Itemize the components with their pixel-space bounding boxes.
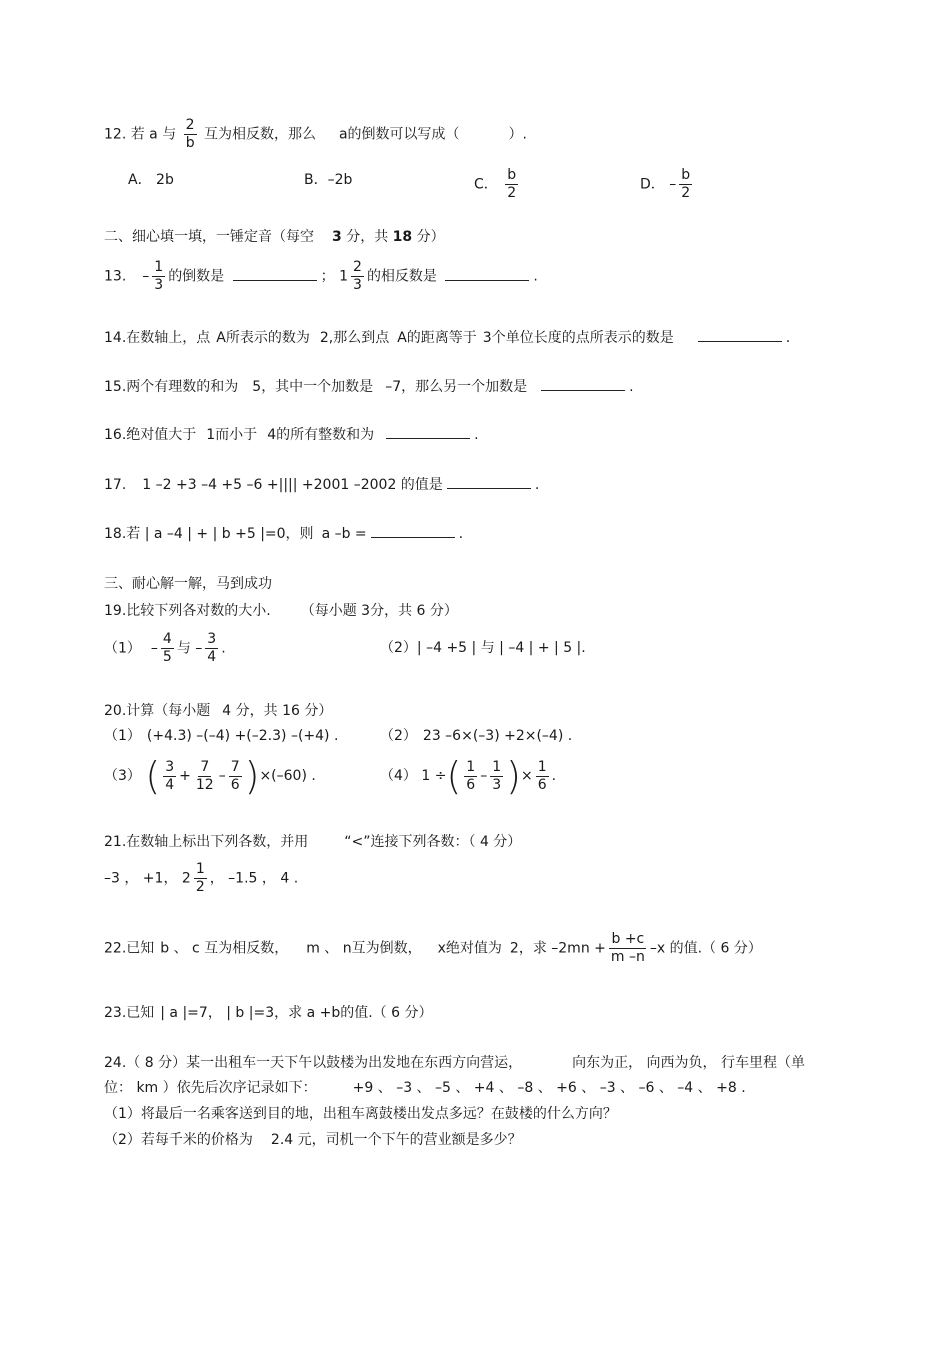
section-2-heading: 二、细心填一填，一锤定音（每空 3 分，共 18 分）	[104, 229, 445, 245]
q12-text: ）.	[508, 126, 527, 143]
q24-line-1: 24.（ 8 分）某一出租车一天下午以鼓楼为出发地在东西方向营运， 向东为正， 向西为负， 行车里程（单	[104, 1055, 805, 1071]
answer-blank[interactable]	[386, 426, 470, 439]
q12-text: 若	[130, 126, 145, 143]
answer-blank[interactable]	[371, 525, 455, 538]
q20-part-3: （3） ( $\frac{3}{4}$ + $\frac{7}{12}$ – $\frac{7}{6}$ )×(–60) .	[104, 754, 316, 798]
q17: 17. 1 –2 +3 –4 +5 –6 +|||| +2001 –2002 的值是 .	[104, 477, 540, 493]
q12-option-b: B．–2b	[304, 172, 353, 188]
q14: 14.在数轴上，点 A所表示的数为 2,那么到点 A的距离等于 3个单位长度的点所表示的数是 .	[104, 330, 791, 346]
q12-option-d: D． – $\frac{b}{2}$	[640, 167, 691, 201]
q21-heading: 21.在数轴上标出下列各数，并用 “<”连接下列各数：（ 4 分）	[104, 834, 522, 850]
answer-blank[interactable]	[447, 476, 531, 489]
answer-blank[interactable]	[698, 329, 782, 342]
q21-numbers: –3 ， +1， 2 $\frac{1}{2}$ ， –1.5 ， 4 .	[104, 861, 299, 895]
q19-part-1: （1） – $\frac{4}{5}$ 与 – $\frac{3}{4}$ .	[104, 631, 226, 665]
q12-text: a的倒数可以写成（	[338, 126, 460, 143]
q24-part-2: （2）若每千米的价格为 2.4 元，司机一个下午的营业额是多少？	[104, 1132, 522, 1148]
q12-option-a: A． 2b	[128, 172, 174, 188]
q16: 16.绝对值大于 1而小于 4的所有整数和为 .	[104, 427, 479, 443]
q12-fraction: $\frac{2}{b}$	[185, 117, 195, 151]
answer-blank[interactable]	[233, 268, 317, 281]
q12-var: a	[149, 126, 158, 143]
answer-blank[interactable]	[541, 378, 625, 391]
q20-heading: 20.计算（每小题 4 分，共 16 分）	[104, 703, 333, 719]
q12-text: 互为相反数，那么	[204, 126, 317, 143]
q20-part-1: （1） (+4.3) –(–4) +(–2.3) –(+4) .	[104, 728, 339, 744]
q15: 15.两个有理数的和为 5，其中一个加数是 –7，那么另一个加数是 .	[104, 379, 634, 395]
q20-part-4: （4） 1 ÷( $\frac{1}{6}$ – $\frac{1}{3}$ )× $\frac{1}{6}$ .	[380, 754, 557, 798]
q12-option-c: C． $\frac{b}{2}$	[474, 167, 517, 201]
answer-blank[interactable]	[445, 268, 529, 281]
q12-stem	[104, 118, 527, 151]
q24-part-1: （1）将最后一名乘客送到目的地，出租车离鼓楼出发点多远？在鼓楼的什么方向？	[104, 1106, 617, 1122]
q22: 22.已知 b 、 c 互为相反数， m 、 n互为倒数， x绝对值为 2，求 –2mn + $\frac{b +c}{m -n}$ –x 的值.（ 6 分）	[104, 931, 762, 965]
q12-text: 与	[162, 126, 177, 143]
q18: 18.若 | a –4 | + | b +5 |=0，则 a –b = .	[104, 526, 464, 542]
q20-part-2: （2） 23 –6×(–3) +2×(–4) .	[380, 728, 573, 744]
q19-part-2: （2）| –4 +5 | 与 | –4 | + | 5 |.	[380, 640, 586, 656]
section-3-heading: 三、耐心解一解，马到成功	[104, 576, 272, 592]
q23: 23.已知 | a |=7， | b |=3，求 a +b的值.（ 6 分）	[104, 1005, 433, 1021]
q19-heading: 19.比较下列各对数的大小. （每小题 3分，共 6 分）	[104, 603, 458, 619]
q12-number: 12.	[104, 126, 127, 143]
q13: 13. – $\frac{1}{3}$ 的倒数是 ； 1 $\frac{2}{3}$ 的相反数是 .	[104, 259, 538, 293]
q24-line-2: 位： km ）依先后次序记录如下： +9 、 –3 、 –5 、 +4 、 –8 、 +6 、 –3 、 –6 、 –4 、 +8 .	[104, 1080, 746, 1096]
